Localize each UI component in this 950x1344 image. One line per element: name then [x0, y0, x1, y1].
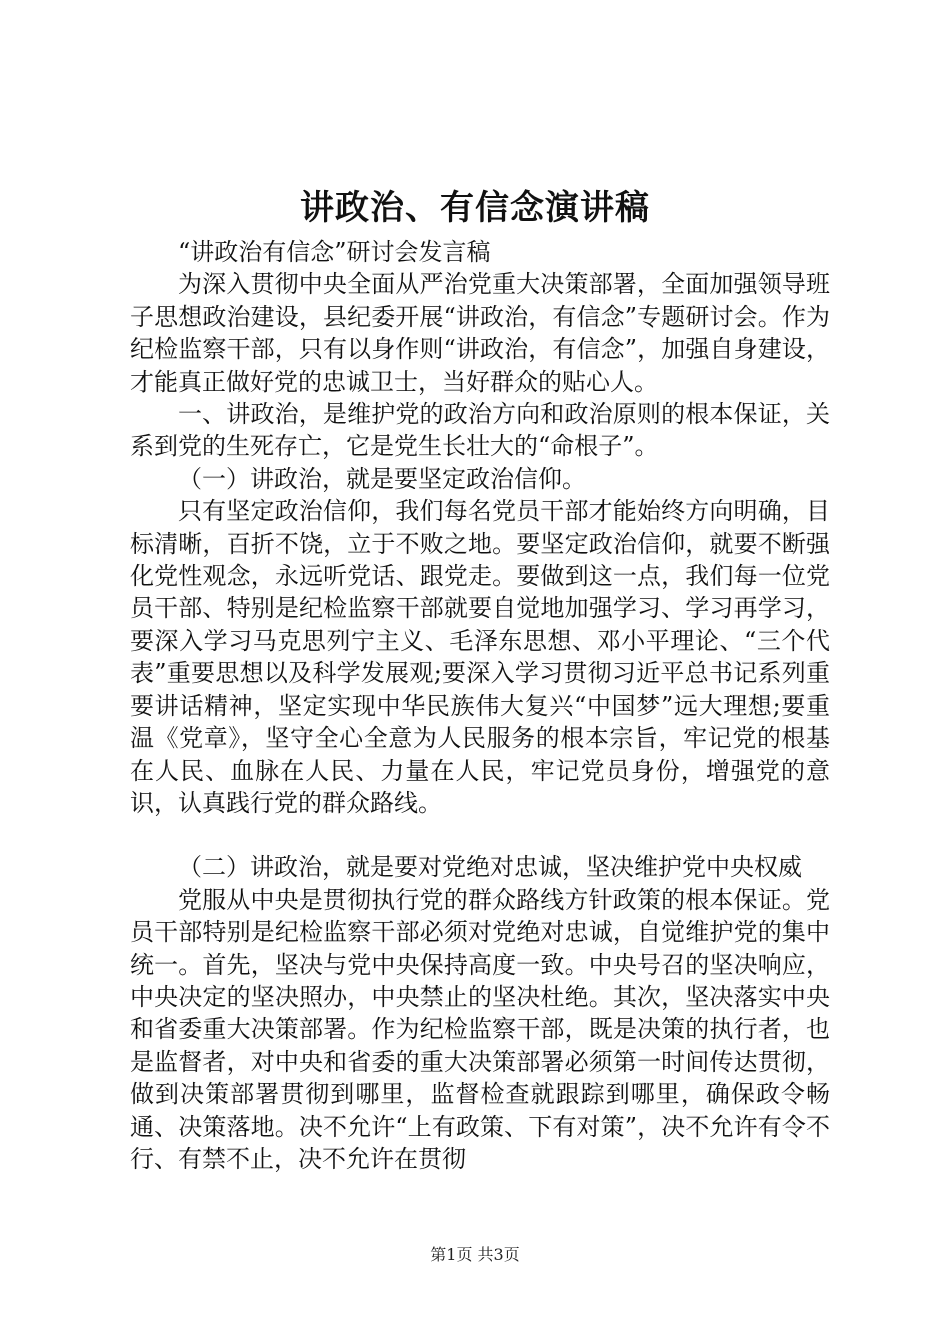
- document-title: 讲政治、有信念演讲稿: [300, 188, 650, 228]
- paragraph-intro: 为深入贯彻中央全面从严治党重大决策部署，全面加强领导班子思想政治建设，县纪委开展“讲政治，有信念”专题研讨会。作为纪检监察干部，只有以身作则“讲政治，有信念”，加强自身建设，才能真正做好党的忠诚卫士，当好群众的贴心人。: [130, 270, 830, 396]
- paragraph-loyalty: 党服从中央是贯彻执行党的群众路线方针政策的根本保证。党员干部特别是纪检监察干部必须对党绝对忠诚，自觉维护党的集中统一。首先，坚决与党中央保持高度一致。中央号召的坚决响应，中央决定的坚决照办，中央禁止的坚决杜绝。其次，坚决落实中央和省委重大决策部署。作为纪检监察干部，既是决策的执行者，也是监督者，对中央和省委的重大决策部署必须第一时间传达贯彻，做到决策部署贯彻到哪里，监督检查就跟踪到哪里，确保政令畅通、决策落地。决不允许“上有政策、下有对策”，决不允许有令不行、有禁不止，决不允许在贯彻: [130, 885, 830, 1173]
- page-footer: 第1页 共3页: [430, 1245, 520, 1264]
- paragraph-subsection-1: （一）讲政治，就是要坚定政治信仰。: [178, 464, 586, 493]
- paragraph-subsection-2: （二）讲政治，就是要对党绝对忠诚，坚决维护党中央权威: [178, 853, 802, 882]
- paragraph-section-1: 一、讲政治，是维护党的政治方向和政治原则的根本保证，关系到党的生死存亡，它是党生长壮大的“命根子”。: [130, 400, 830, 461]
- document-body: [130, 236, 830, 1175]
- paragraph-belief: 只有坚定政治信仰，我们每名党员干部才能始终方向明确，目标清晰，百折不饶，立于不败之地。要坚定政治信仰，就要不断强化党性观念，永远听党话、跟党走。要做到这一点，我们每一位党员干部、特别是纪检监察干部就要自觉地加强学习、学习再学习，要深入学习马克思列宁主义、毛泽东思想、邓小平理论、“三个代表”重要思想以及科学发展观;要深入学习贯彻习近平总书记系列重要讲话精神，坚定实现中华民族伟大复兴“中国梦”远大理想;要重温《党章》，坚守全心全意为人民服务的根本宗旨，牢记党的根基在人民、血脉在人民、力量在人民，牢记党员身份，增强党的意识，认真践行党的群众路线。: [130, 497, 830, 817]
- paragraph-subtitle: “讲政治有信念”研讨会发言稿: [178, 238, 491, 266]
